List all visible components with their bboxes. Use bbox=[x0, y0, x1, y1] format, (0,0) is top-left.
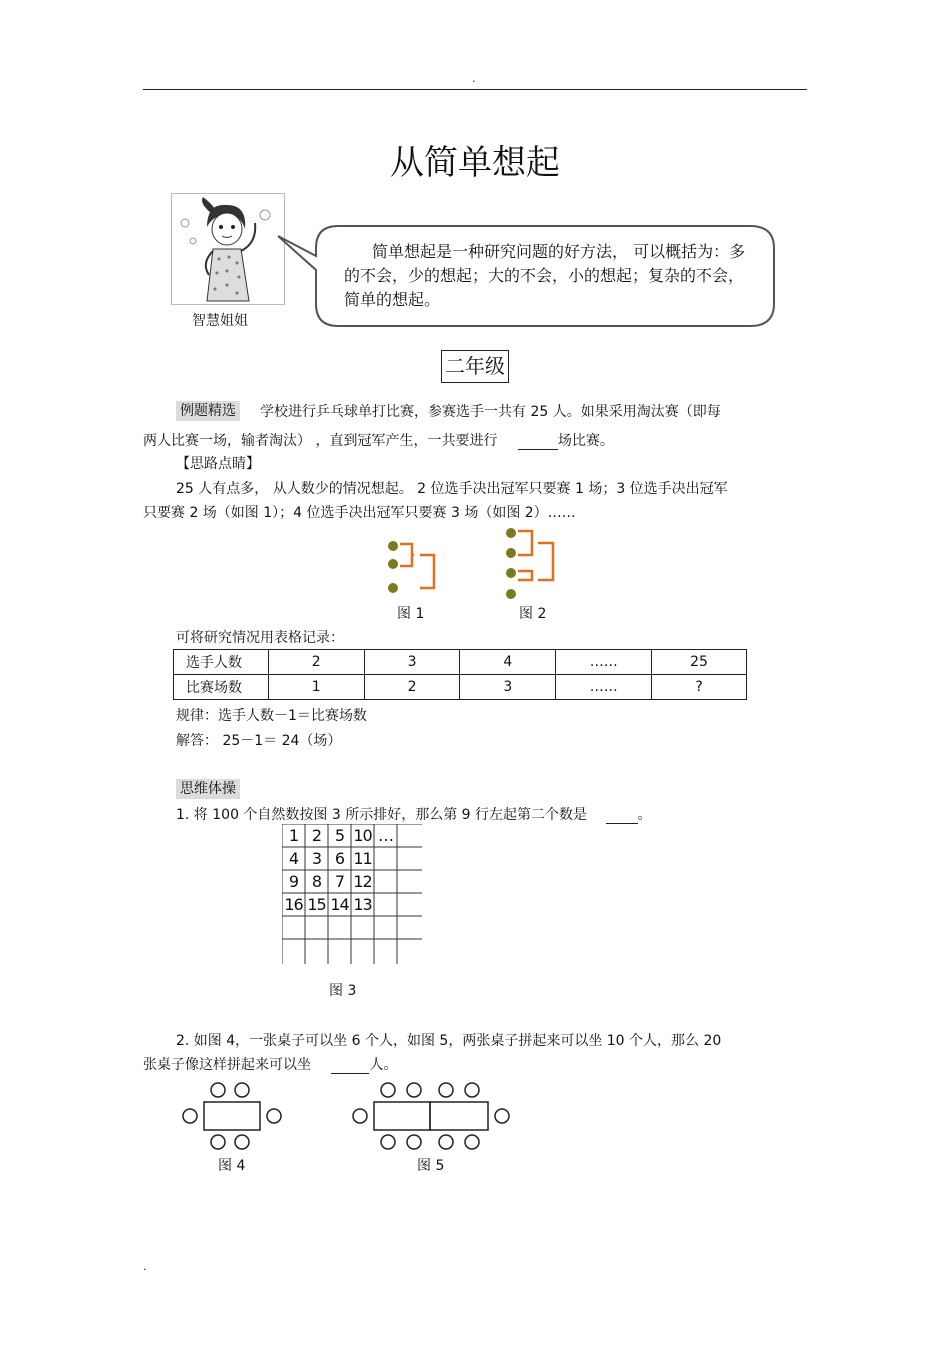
grid-cell: 5 bbox=[334, 826, 345, 845]
grid-cell bbox=[374, 939, 397, 962]
table-cell: …… bbox=[556, 650, 652, 675]
grid-cell bbox=[374, 893, 397, 916]
character-illustration bbox=[171, 193, 285, 305]
table-figure-4 bbox=[180, 1080, 284, 1154]
table-cell: …… bbox=[556, 675, 652, 700]
bracket-figure-1 bbox=[380, 536, 444, 596]
grid-cell bbox=[397, 893, 420, 916]
question-2-line-2 bbox=[143, 1054, 397, 1074]
grid-cell: 3 bbox=[311, 849, 322, 868]
header-rule bbox=[143, 89, 807, 90]
example-line-2b: 场比赛。 bbox=[557, 433, 614, 449]
table-row bbox=[174, 650, 747, 675]
grid-cell: 16 bbox=[284, 895, 303, 914]
example-line-2 bbox=[143, 430, 614, 450]
grid-cell: 15 bbox=[307, 895, 326, 914]
table-figure-5 bbox=[350, 1080, 514, 1154]
answer-blank bbox=[606, 807, 638, 824]
answer-text: 解答： 25－1＝ 24（场） bbox=[176, 733, 342, 749]
question-2-line-1: 2. 如图 4，一张桌子可以坐 6 个人，如图 5，两张桌子拼起来可以坐 10 个人，那么 20 bbox=[176, 1033, 722, 1049]
answer-blank bbox=[518, 433, 558, 450]
table-row bbox=[174, 675, 747, 700]
table-intro: 可将研究情况用表格记录： bbox=[176, 630, 344, 646]
grid-cell bbox=[328, 916, 351, 939]
fig5-caption: 图 5 bbox=[417, 1158, 445, 1174]
table-cell: ? bbox=[652, 675, 747, 700]
grid-cell bbox=[374, 916, 397, 939]
table-cell: 3 bbox=[460, 675, 556, 700]
grid-cell bbox=[397, 824, 420, 847]
grid-cell: 10 bbox=[353, 826, 372, 845]
grid-cell: 2 bbox=[311, 826, 322, 845]
table-cell: 选手人数 bbox=[174, 650, 269, 675]
grid-cell bbox=[305, 939, 328, 962]
grid-cell: 6 bbox=[334, 849, 345, 868]
grid-cell bbox=[305, 916, 328, 939]
grid-cell: 1 bbox=[288, 826, 299, 845]
example-label bbox=[176, 400, 240, 420]
grid-cell: 4 bbox=[288, 849, 299, 868]
grid-cell bbox=[351, 916, 374, 939]
grid-cell: 13 bbox=[353, 895, 372, 914]
character-name: 智慧姐姐 bbox=[192, 313, 248, 329]
table-cell: 比赛场数 bbox=[174, 675, 269, 700]
grid-cell bbox=[282, 939, 305, 962]
grid-cell: 11 bbox=[353, 849, 372, 868]
answer-blank bbox=[331, 1057, 369, 1074]
grid-cell: 12 bbox=[353, 872, 372, 891]
number-grid bbox=[282, 824, 422, 964]
exercise-label-text: 思维体操 bbox=[176, 779, 240, 799]
table-cell: 1 bbox=[268, 675, 364, 700]
table-cell: 2 bbox=[364, 675, 460, 700]
footer-dot: . bbox=[143, 1260, 147, 1273]
grade-label: 二年级 bbox=[441, 350, 509, 383]
table-cell: 3 bbox=[364, 650, 460, 675]
record-table bbox=[173, 649, 747, 700]
rule-text: 规律：选手人数－1＝比赛场数 bbox=[176, 708, 367, 724]
example-line-2a: 两人比赛一场，输者淘汰） ，直到冠军产生，一共要进行 bbox=[143, 433, 498, 449]
fig1-caption: 图 1 bbox=[397, 606, 425, 622]
grid-cell bbox=[397, 870, 420, 893]
table-cell: 4 bbox=[460, 650, 556, 675]
header-dot: . bbox=[472, 72, 476, 85]
fig3-caption: 图 3 bbox=[329, 983, 357, 999]
grid-cell: 9 bbox=[288, 872, 299, 891]
intro-text: 简单想起是一种研究问题的好方法， 可以概括为：多的不会，少的想起；大的不会，小的想起；复杂的不会，简单的想起。 bbox=[344, 242, 746, 309]
grid-cell bbox=[374, 870, 397, 893]
hint-line-1: 25 人有点多， 从人数少的情况想起。 2 位选手决出冠军只要赛 1 场；3 位选手决出冠军 bbox=[176, 481, 728, 497]
question-1-end: 。 bbox=[637, 807, 652, 823]
question-2-line-2b: 人。 bbox=[369, 1057, 398, 1073]
fig2-caption: 图 2 bbox=[519, 606, 547, 622]
question-1 bbox=[176, 804, 652, 824]
grid-cell bbox=[282, 916, 305, 939]
exercise-label bbox=[176, 778, 240, 798]
fig4-caption: 图 4 bbox=[218, 1158, 246, 1174]
example-line-1: 学校进行乒乓球单打比赛，参赛选手一共有 25 人。如果采用淘汰赛（即每 bbox=[260, 404, 721, 420]
question-1-text: 1. 将 100 个自然数按图 3 所示排好，那么第 9 行左起第二个数是 bbox=[176, 807, 588, 823]
grid-cell bbox=[351, 939, 374, 962]
grid-cell bbox=[374, 847, 397, 870]
grid-cell: … bbox=[378, 826, 393, 845]
grid-cell: 7 bbox=[334, 872, 345, 891]
example-label-text: 例题精选 bbox=[176, 401, 240, 421]
hint-label: 【思路点睛】 bbox=[176, 456, 260, 472]
grid-cell bbox=[397, 847, 420, 870]
grid-cell bbox=[397, 916, 420, 939]
grid-cell bbox=[328, 939, 351, 962]
girl-figure-icon bbox=[171, 193, 285, 305]
grid-cell: 14 bbox=[330, 895, 349, 914]
page-title: 从简单想起 bbox=[390, 143, 560, 183]
question-2-line-2a: 张桌子像这样拼起来可以坐 bbox=[143, 1057, 311, 1073]
grid-cell bbox=[397, 939, 420, 962]
grid-cell: 8 bbox=[311, 872, 322, 891]
table-cell: 25 bbox=[652, 650, 747, 675]
bracket-figure-2 bbox=[500, 524, 564, 602]
hint-line-2: 只要赛 2 场（如图 1）；4 位选手决出冠军只要赛 3 场（如图 2）…… bbox=[143, 505, 576, 521]
table-cell: 2 bbox=[268, 650, 364, 675]
